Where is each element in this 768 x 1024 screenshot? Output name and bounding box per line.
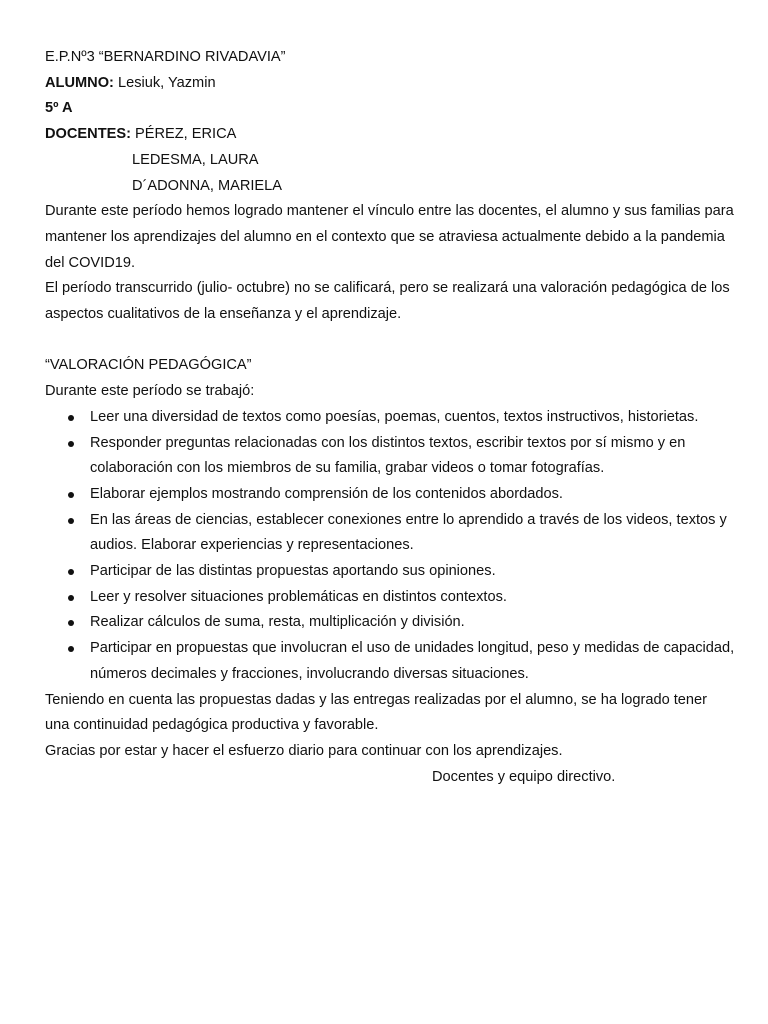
list-item xyxy=(45,431,735,482)
list-item xyxy=(45,636,735,687)
bullet-icon xyxy=(68,595,74,601)
student-name: Lesiuk, Yazmin xyxy=(113,74,216,91)
activities-list xyxy=(45,405,735,688)
school-name: E.P.Nº3 “BERNARDINO RIVADAVIA” xyxy=(45,49,286,65)
closing-paragraph: Teniendo en cuenta las propuestas dadas y las entregas realizadas por el alumno, se ha logrado tener una continuidad pedagógica productiva y favorable. xyxy=(45,691,708,734)
document-content xyxy=(45,45,735,790)
bullet-icon xyxy=(68,492,74,498)
teacher-name: LEDESMA, LAURA xyxy=(132,151,259,168)
list-item-text: Leer y resolver situaciones problemáticas en distintos contextos. xyxy=(90,588,507,605)
list-item-text: Responder preguntas relacionadas con los distintos textos, escribir textos por sí mismo y en colaboración con los miembros de su familia, grabar videos o tomar fotografías. xyxy=(90,434,686,477)
signature: Docentes y equipo directivo. xyxy=(432,768,616,785)
intro-paragraph: Durante este período hemos logrado mantener el vínculo entre las docentes, el alumno y sus familias para mantener los aprendizajes del alumno en el contexto que se atraviesa actualmente debido a la pandemia del COVID19. xyxy=(45,203,734,271)
list-item-text: Participar en propuestas que involucran el uso de unidades longitud, peso y medidas de capacidad, números decimales y fracciones, involucrando diversas situaciones. xyxy=(90,640,735,682)
list-item-text: Participar de las distintas propuestas aportando sus opiniones. xyxy=(90,563,496,580)
teacher-name: D´ADONNA, MARIELA xyxy=(132,177,283,194)
teachers-line xyxy=(45,122,735,148)
list-item xyxy=(45,482,735,508)
list-item-text: Realizar cálculos de suma, resta, multiplicación y división. xyxy=(90,614,465,631)
teachers-label: DOCENTES: xyxy=(45,126,131,143)
list-item-text: Elaborar ejemplos mostrando comprensión de los contenidos abordados. xyxy=(90,485,563,502)
bullet-icon xyxy=(68,646,74,652)
section-lead: Durante este período se trabajó: xyxy=(45,383,255,400)
student-label: ALUMNO: xyxy=(45,74,114,91)
list-item xyxy=(45,508,735,559)
teacher-name: PÉREZ, ERICA xyxy=(135,126,237,143)
list-item xyxy=(45,559,735,585)
list-item-text: Leer una diversidad de textos como poesías, poemas, cuentos, textos instructivos, historietas. xyxy=(90,408,699,425)
list-item xyxy=(45,610,735,636)
bullet-icon xyxy=(68,415,74,421)
student-line xyxy=(45,71,735,97)
section-title: “VALORACIÓN PEDAGÓGICA” xyxy=(45,357,252,374)
list-item xyxy=(45,585,735,611)
bullet-icon xyxy=(68,441,74,447)
intro-paragraph: El período transcurrido (julio- octubre) no se calificará, pero se realizará una valoración pedagógica de los aspectos cualitativos de la enseñanza y el aprendizaje. xyxy=(45,280,730,323)
list-item xyxy=(45,405,735,431)
list-item-text: En las áreas de ciencias, establecer conexiones entre lo aprendido a través de los videos, textos y audios. Elaborar experiencias y representaciones. xyxy=(90,511,727,554)
bullet-icon xyxy=(68,518,74,524)
bullet-icon xyxy=(68,620,74,626)
bullet-icon xyxy=(68,569,74,575)
grade: 5º A xyxy=(45,100,73,117)
blank-line xyxy=(45,328,735,354)
closing-paragraph: Gracias por estar y hacer el esfuerzo diario para continuar con los aprendizajes. xyxy=(45,742,563,759)
